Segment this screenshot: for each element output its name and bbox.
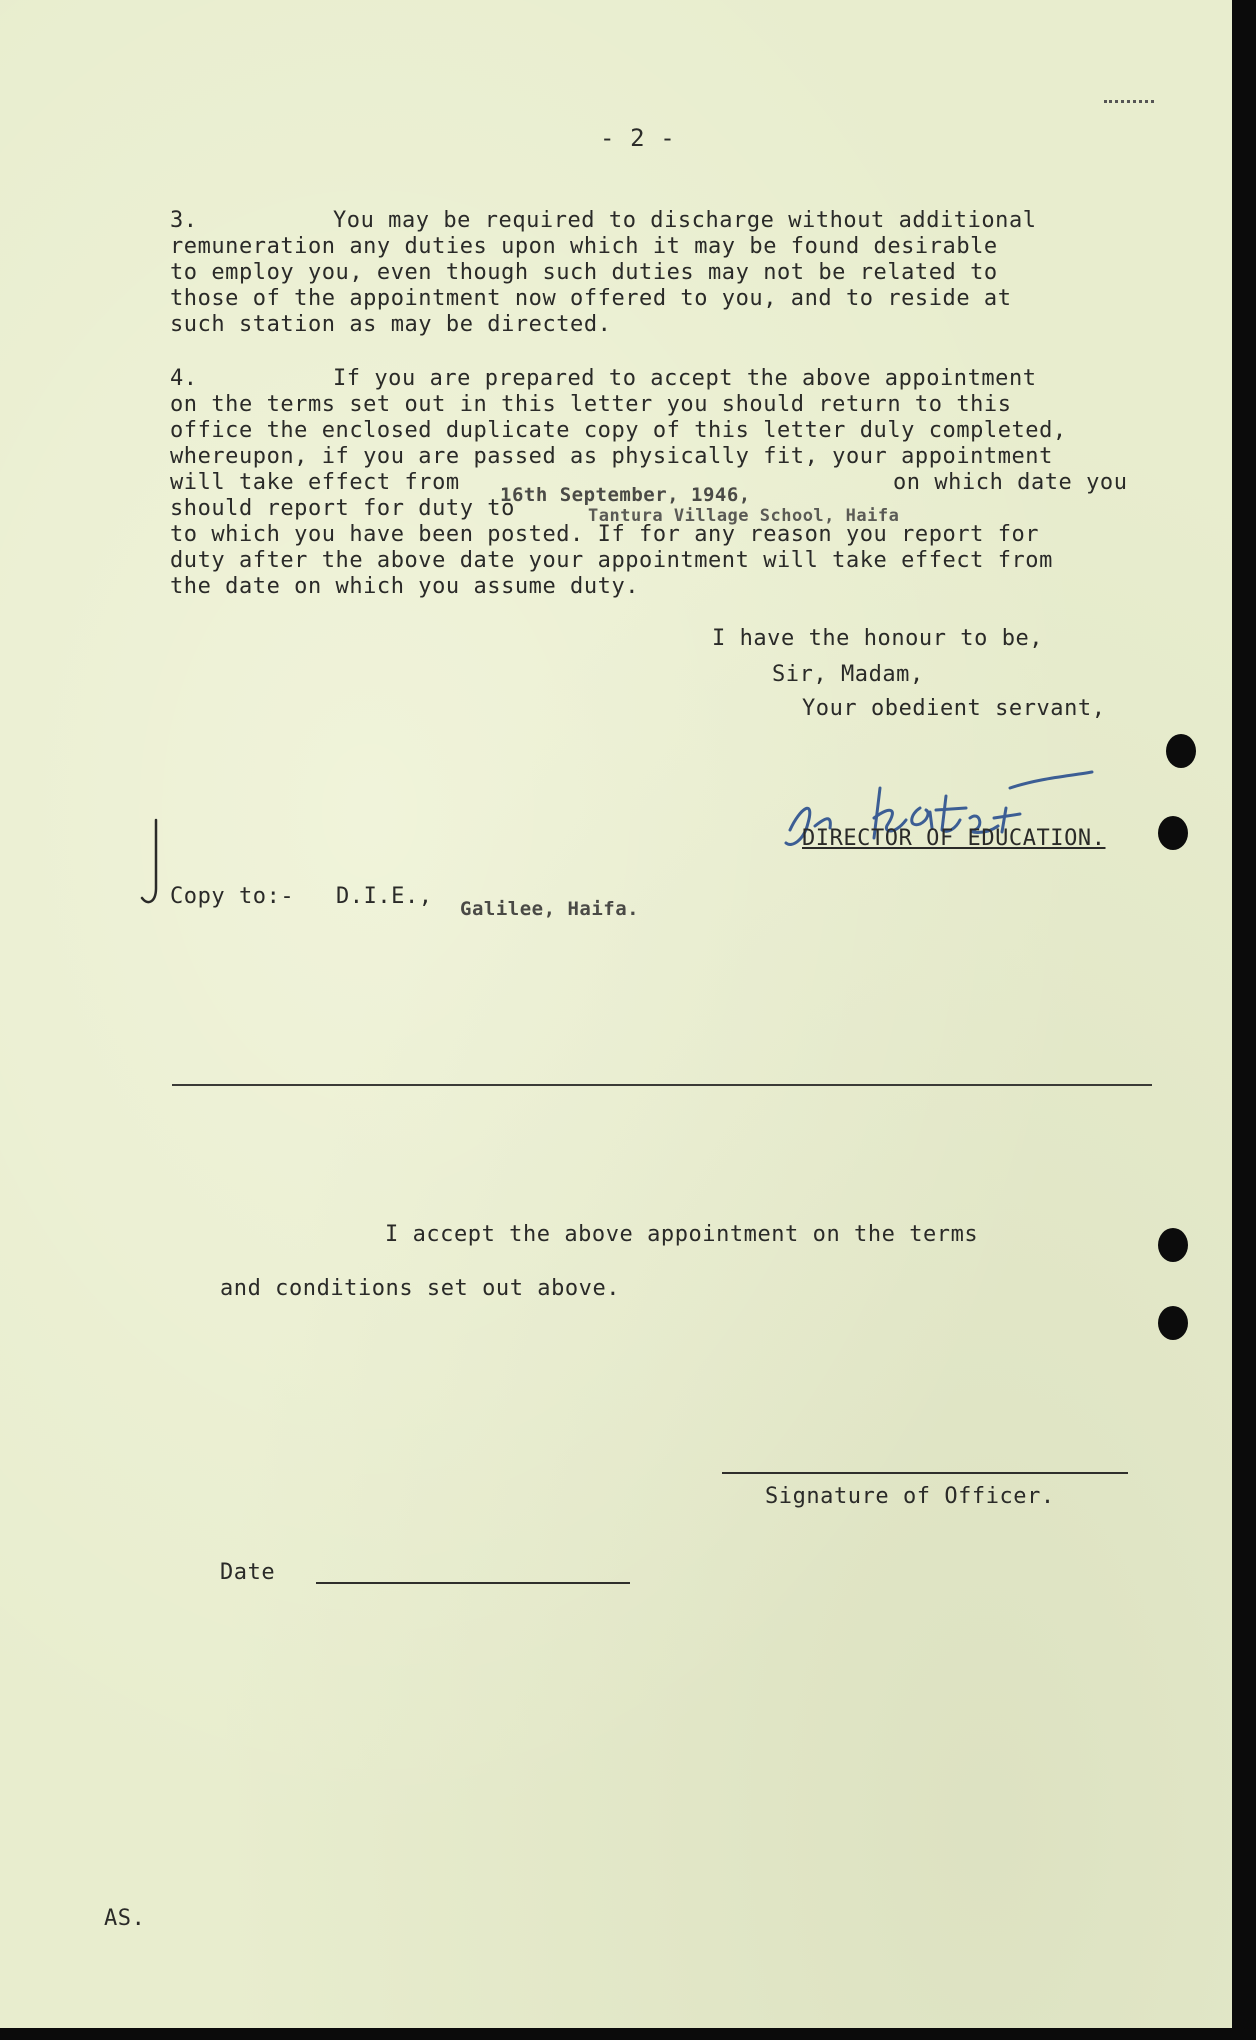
paragraph-line: duty after the above date your appointment will take effect from	[170, 548, 1053, 573]
inserted-school: Tantura Village School, Haifa	[588, 506, 900, 526]
paragraph-line: on which date you	[893, 470, 1128, 495]
paragraph-line: such station as may be directed.	[170, 312, 612, 337]
copy-to-recipient: D.I.E.,	[336, 884, 433, 909]
acceptance-line: and conditions set out above.	[220, 1276, 621, 1301]
page-number: - 2 -	[600, 124, 676, 152]
acceptance-line: I accept the above appointment on the terms	[385, 1222, 979, 1247]
check-mark-icon	[138, 818, 168, 908]
paragraph-line: should report for duty to	[170, 496, 515, 521]
inserted-date: 16th September, 1946,	[500, 484, 751, 506]
paragraph-line: office the enclosed duplicate copy of this letter duly completed,	[170, 418, 1067, 443]
punch-hole	[1158, 816, 1188, 850]
paragraph-line: the date on which you assume duty.	[170, 574, 640, 599]
punch-hole	[1158, 1228, 1188, 1262]
paragraph-line: to employ you, even though such duties may not be related to	[170, 260, 998, 285]
signature-line	[722, 1472, 1128, 1474]
date-label: Date	[220, 1560, 276, 1585]
paragraph-line: will take effect from	[170, 470, 460, 495]
director-title: DIRECTOR OF EDUCATION.	[802, 826, 1106, 851]
closing-line: Sir, Madam,	[772, 662, 924, 687]
separator-line	[172, 1084, 1152, 1086]
punch-hole	[1158, 1306, 1188, 1340]
paragraph-line: remuneration any duties upon which it may be found desirable	[170, 234, 998, 259]
paragraph-number: 4.	[170, 366, 198, 391]
paragraph-line: to which you have been posted. If for any reason you report for	[170, 522, 1040, 547]
paragraph-line: on the terms set out in this letter you should return to this	[170, 392, 1012, 417]
closing-line: Your obedient servant,	[802, 696, 1106, 721]
paragraph-line: You may be required to discharge without additional	[333, 208, 1037, 233]
paragraph-line: whereupon, if you are passed as physically fit, your appointment	[170, 444, 1053, 469]
date-line	[316, 1582, 630, 1584]
paragraph-line: those of the appointment now offered to you, and to reside at	[170, 286, 1012, 311]
paragraph-number: 3.	[170, 208, 198, 233]
copy-to-label: Copy to:-	[170, 884, 295, 909]
corner-mark	[1104, 100, 1154, 103]
typist-initials: AS.	[104, 1906, 146, 1931]
paragraph-line: If you are prepared to accept the above appointment	[333, 366, 1037, 391]
punch-hole	[1166, 734, 1196, 768]
closing-line: I have the honour to be,	[712, 626, 1044, 651]
signature-label: Signature of Officer.	[765, 1484, 1055, 1509]
copy-to-location: Galilee, Haifa.	[460, 898, 640, 920]
